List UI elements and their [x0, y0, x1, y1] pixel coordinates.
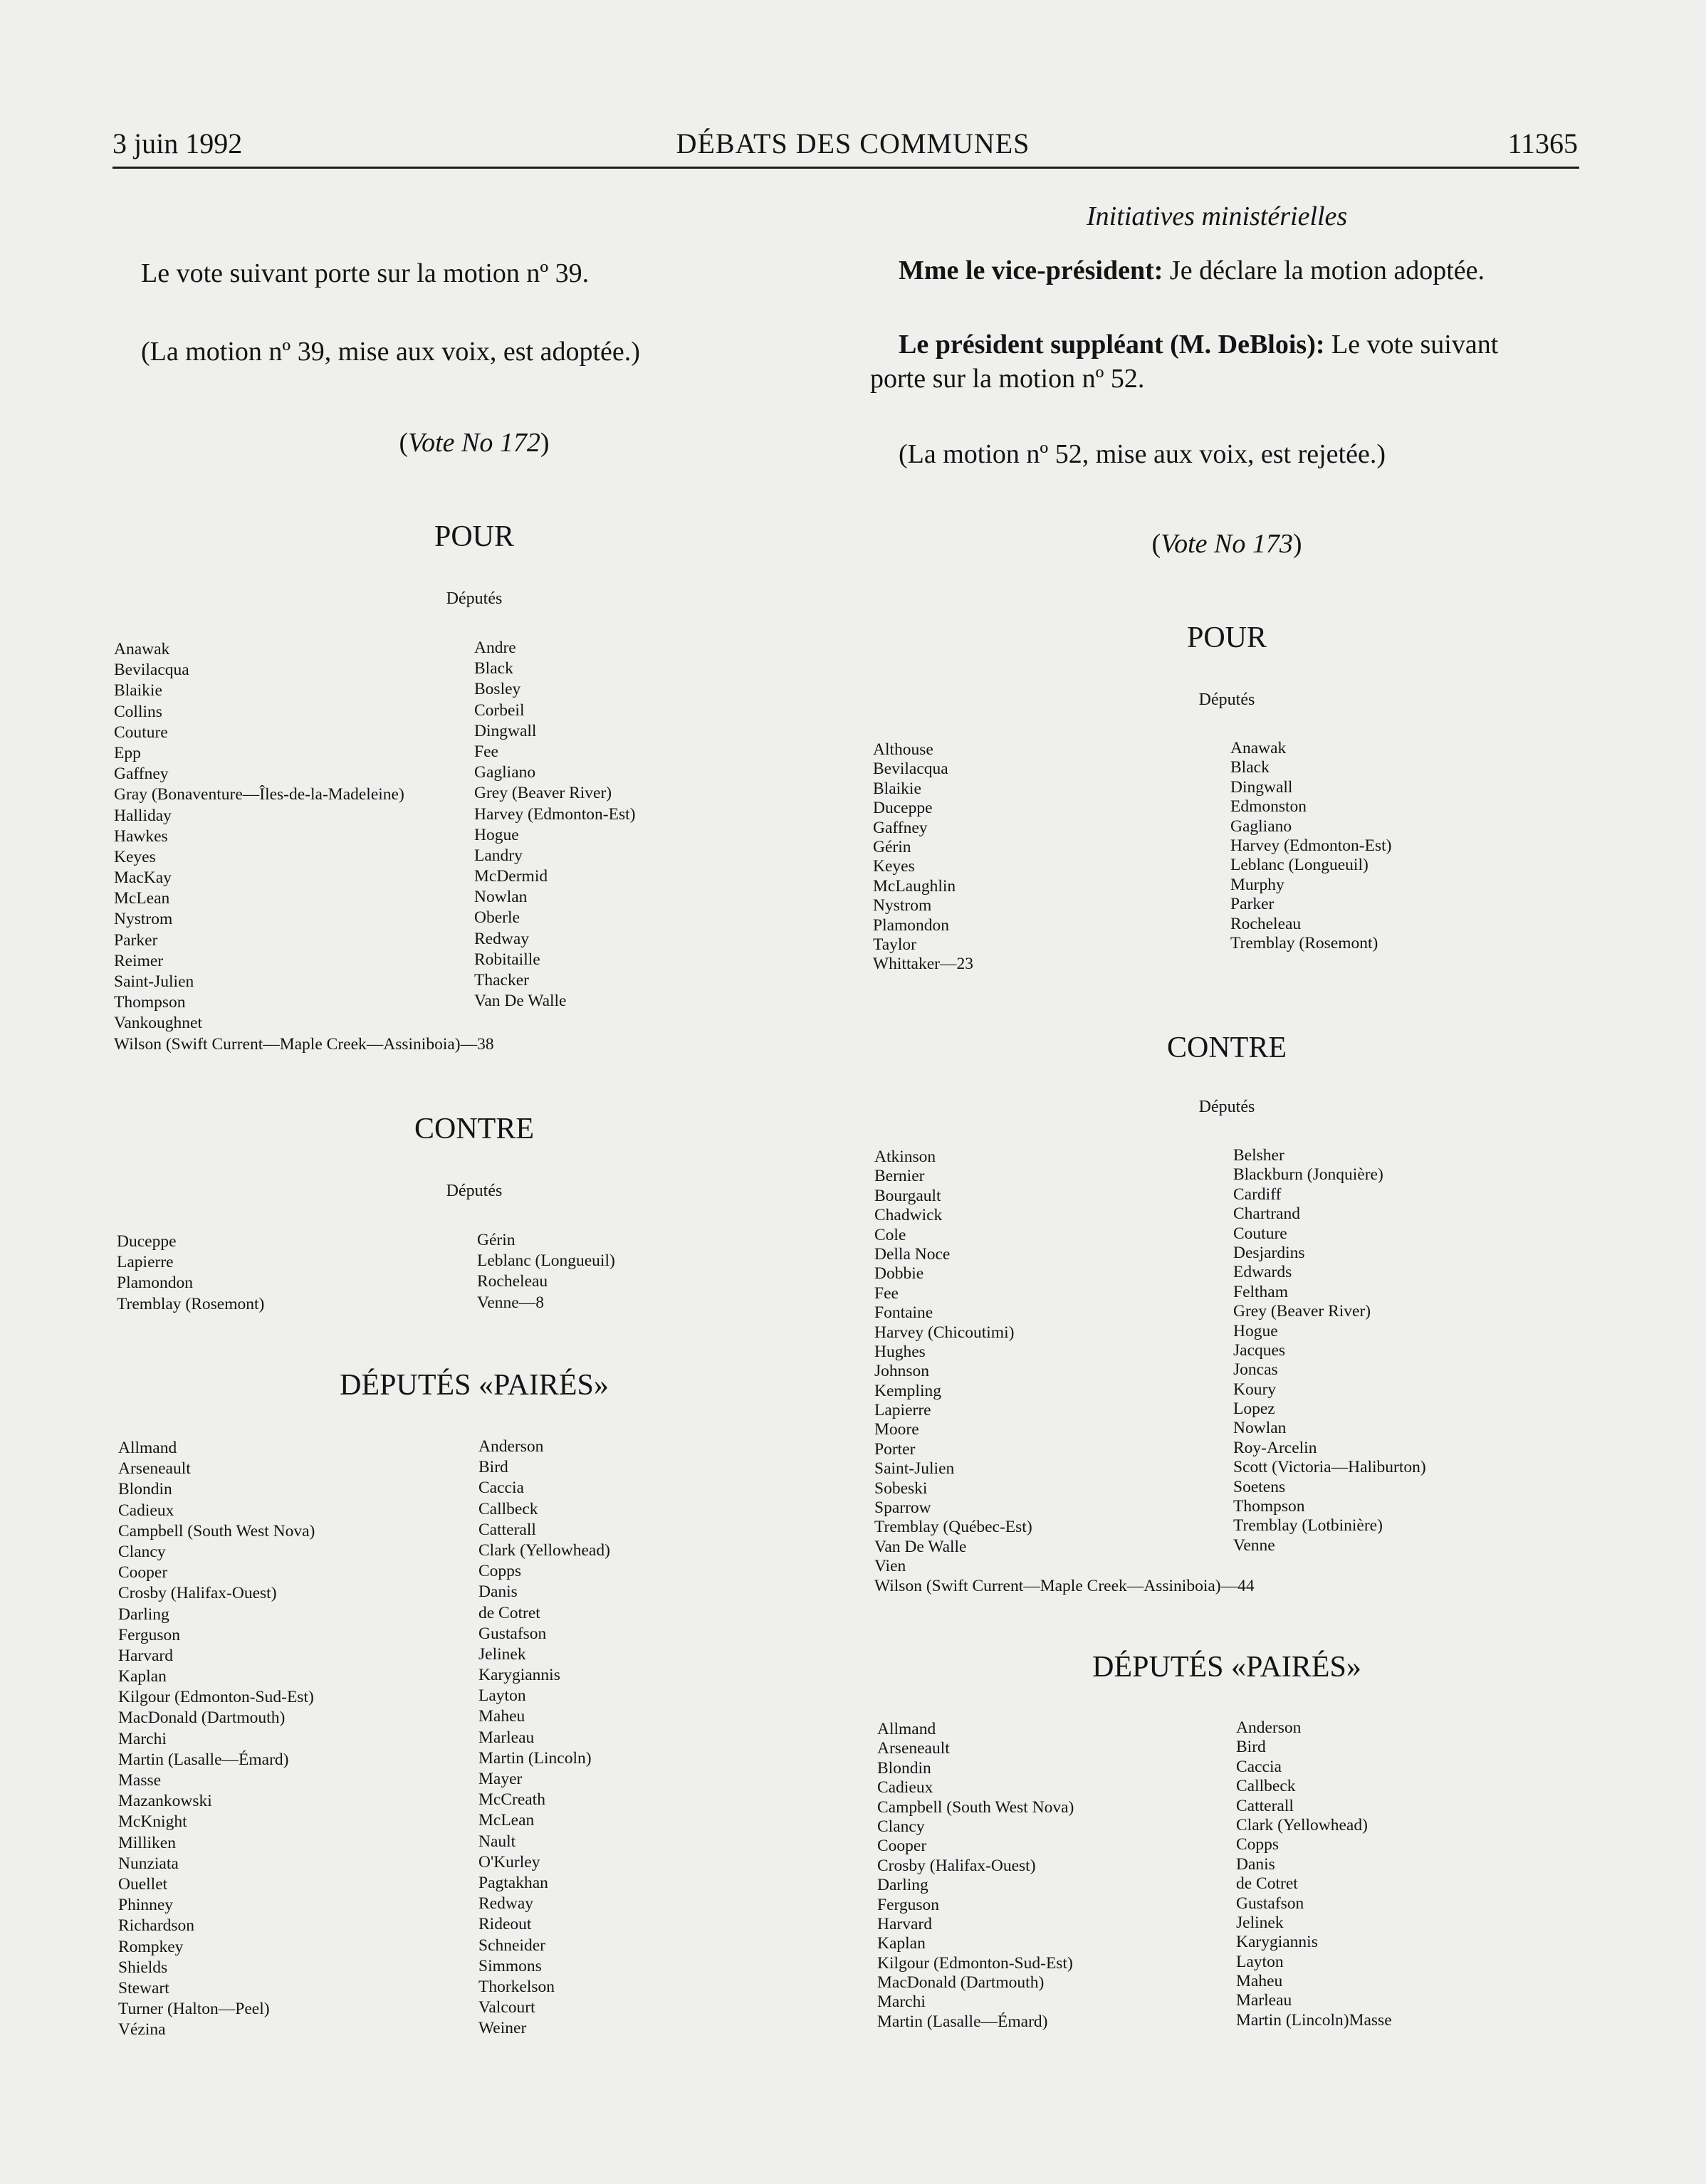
member-name: Cooper [877, 1837, 927, 1856]
left-pour-list-col1 [114, 639, 494, 1055]
member-name: Bird [1236, 1738, 1266, 1757]
member-name: Venne [1233, 1535, 1275, 1555]
member-name: Jelinek [1236, 1913, 1284, 1932]
member-name: Mazankowski [118, 1792, 212, 1811]
member-name: Scott (Victoria—Haliburton) [1233, 1458, 1426, 1477]
member-name: Vézina [118, 2020, 166, 2039]
member-name: Grey (Beaver River) [1233, 1302, 1371, 1321]
member-name: Mayer [478, 1770, 523, 1788]
member-name: Bourgault [874, 1186, 941, 1205]
member-name: Lapierre [874, 1401, 931, 1420]
member-name: Layton [478, 1686, 526, 1706]
member-name: Anderson [478, 1437, 544, 1456]
member-name: Duceppe [873, 799, 933, 818]
right-paires-list-col2 [1236, 1718, 1392, 2030]
member-name: Epp [114, 743, 141, 762]
member-name: Tremblay (Rosemont) [117, 1294, 265, 1313]
member-name: Danis [478, 1582, 518, 1602]
right-vote-number: (Vote No 173) [1151, 529, 1302, 559]
member-name: Redway [474, 929, 530, 948]
member-name: Darling [118, 1605, 169, 1624]
member-name: Blondin [118, 1480, 172, 1499]
member-name: Taylor [873, 935, 916, 954]
member-name: Blaikie [873, 779, 921, 798]
member-name: Copps [1236, 1835, 1280, 1854]
member-name: Bird [478, 1458, 508, 1477]
member-name: Ferguson [877, 1895, 940, 1914]
member-name: Wilson (Swift Current—Maple Creek—Assiniboia)—44 [874, 1576, 1255, 1595]
member-name: Gaffney [114, 765, 169, 784]
right-paragraph-1: Mme le vice-président: Je déclare la motion adoptée. [899, 256, 1485, 285]
member-name: Nunziata [118, 1854, 179, 1873]
member-name: Valcourt [478, 1998, 535, 2017]
member-name: Turner (Halton—Peel) [118, 2000, 270, 2019]
member-name: Bevilacqua [114, 661, 189, 680]
member-name: Ferguson [118, 1625, 181, 1644]
member-name: Feltham [1233, 1282, 1289, 1301]
member-name: Rocheleau [1230, 914, 1302, 933]
member-name: Danis [1236, 1854, 1275, 1874]
left-pour-list-col2 [474, 638, 635, 1012]
member-name: Stewart [118, 1978, 169, 1997]
member-name: Karygiannis [478, 1666, 560, 1685]
member-name: Anderson [1236, 1718, 1302, 1737]
member-name: Thompson [1233, 1497, 1305, 1516]
member-name: Campbell (South West Nova) [118, 1521, 315, 1540]
member-name: Crosby (Halifax-Ouest) [877, 1856, 1036, 1875]
member-name: Cole [874, 1225, 906, 1244]
left-pour-heading: POUR [434, 520, 515, 553]
member-name: Hogue [1233, 1321, 1278, 1340]
left-contre-subheading: Députés [446, 1182, 503, 1200]
member-name: Redway [478, 1894, 534, 1913]
member-name: Tremblay (Lotbinière) [1233, 1516, 1383, 1535]
member-name: Thorkelson [478, 1977, 555, 1996]
left-pour-subheading: Députés [446, 589, 503, 608]
member-name: Simmons [478, 1956, 542, 1975]
member-name: Althouse [873, 740, 933, 759]
member-name: Marchi [118, 1729, 167, 1748]
right-pour-list-col1 [873, 740, 973, 975]
member-name: Bevilacqua [873, 760, 948, 779]
member-name: Bosley [474, 680, 521, 699]
member-name: Tremblay (Rosemont) [1230, 933, 1378, 952]
member-name: Rocheleau [477, 1272, 548, 1291]
member-name: Reimer [114, 951, 164, 970]
member-name: Caccia [1236, 1757, 1282, 1776]
member-name: Blackburn (Jonquière) [1233, 1165, 1383, 1185]
member-name: Corbeil [474, 700, 525, 720]
member-name: Catterall [478, 1520, 536, 1539]
member-name: Thompson [114, 993, 186, 1012]
member-name: Gagliano [1230, 817, 1292, 836]
member-name: Anawak [114, 640, 170, 658]
member-name: Blaikie [114, 681, 162, 700]
member-name: Copps [478, 1562, 522, 1581]
left-vote-number: (Vote No 172) [399, 428, 550, 458]
member-name: Van De Walle [874, 1537, 967, 1556]
member-name: Bernier [874, 1167, 925, 1186]
member-name: Tremblay (Québec-Est) [874, 1518, 1032, 1537]
member-name: Clark (Yellowhead) [1236, 1815, 1368, 1834]
member-name: Collins [114, 702, 162, 721]
member-name: Jacques [1233, 1340, 1286, 1360]
member-name: Arseneault [118, 1459, 191, 1479]
member-name: Porter [874, 1439, 916, 1459]
member-name: Campbell (South West Nova) [877, 1797, 1074, 1817]
member-name: Duceppe [117, 1232, 177, 1251]
member-name: Schneider [478, 1936, 545, 1955]
member-name: Andre [474, 639, 516, 657]
member-name: Vien [874, 1557, 906, 1576]
member-name: Kaplan [877, 1934, 926, 1953]
member-name: Nystrom [873, 896, 932, 915]
member-name: Fee [874, 1283, 899, 1303]
header-title: DÉBATS DES COMMUNES [676, 127, 1030, 159]
member-name: Gérin [873, 837, 911, 856]
member-name: Gaffney [873, 818, 928, 837]
member-name: de Cotret [1236, 1874, 1298, 1894]
member-name: Leblanc (Longueuil) [477, 1251, 615, 1271]
left-paires-list-col2 [478, 1437, 610, 2039]
member-name: Johnson [874, 1362, 930, 1381]
header-page-number: 11365 [1507, 127, 1578, 159]
member-name: Clark (Yellowhead) [478, 1540, 610, 1560]
member-name: Nowlan [474, 888, 528, 907]
left-paragraph-1: Le vote suivant porte sur la motion nº 39. [141, 258, 590, 288]
member-name: Edwards [1233, 1263, 1292, 1282]
member-name: Maheu [478, 1707, 525, 1726]
member-name: Saint-Julien [874, 1459, 955, 1479]
member-name: de Cotret [478, 1603, 540, 1622]
right-contre-heading: CONTRE [1167, 1031, 1287, 1064]
member-name: Moore [874, 1420, 919, 1439]
member-name: Lapierre [117, 1253, 174, 1272]
member-name: Caccia [478, 1479, 524, 1498]
member-name: MacDonald (Dartmouth) [877, 1973, 1045, 1993]
member-name: Fee [474, 742, 498, 761]
member-name: Dingwall [1230, 777, 1293, 797]
member-name: Murphy [1230, 875, 1284, 894]
member-name: Phinney [118, 1896, 174, 1915]
member-name: Hawkes [114, 826, 168, 846]
member-name: Marleau [478, 1728, 535, 1747]
left-contre-list-col1 [117, 1232, 264, 1315]
member-name: Keyes [873, 857, 915, 876]
member-name: Parker [114, 930, 158, 950]
member-name: Couture [1233, 1224, 1287, 1243]
right-paires-list-col1 [877, 1720, 1074, 2032]
member-name: McCreath [478, 1790, 545, 1810]
member-name: Ouellet [118, 1874, 168, 1894]
member-name: Fontaine [874, 1303, 933, 1323]
member-name: Masse [118, 1771, 162, 1790]
member-name: Saint-Julien [114, 972, 194, 991]
right-section-title: Initiatives ministérielles [1087, 201, 1348, 231]
member-name: Layton [1236, 1952, 1284, 1971]
header-rule [112, 167, 1579, 169]
member-name: Gustafson [478, 1624, 547, 1643]
member-name: Richardson [118, 1916, 195, 1936]
member-name: Plamondon [873, 915, 950, 935]
member-name: Callbeck [478, 1499, 538, 1518]
left-contre-list-col2 [477, 1230, 615, 1313]
member-name: Thacker [474, 971, 529, 989]
member-name: Martin (Lasalle—Émard) [877, 2012, 1048, 2031]
member-name: Belsher [1233, 1146, 1284, 1165]
member-name: Blondin [877, 1758, 931, 1778]
member-name: Vankoughnet [114, 1014, 203, 1033]
member-name: Catterall [1236, 1796, 1294, 1815]
right-contre-list-col2 [1233, 1146, 1426, 1555]
member-name: Lopez [1233, 1400, 1275, 1419]
right-paires-heading: DÉPUTÉS «PAIRÉS» [1092, 1651, 1361, 1684]
member-name: Cooper [118, 1563, 168, 1582]
member-name: Crosby (Halifax-Ouest) [118, 1584, 277, 1603]
right-paragraph-2-line-1: Le président suppléant (M. DeBlois): Le vote suivant [899, 330, 1499, 359]
member-name: Nystrom [114, 910, 173, 929]
member-name: Dobbie [874, 1264, 924, 1283]
right-pour-subheading: Députés [1198, 691, 1255, 709]
member-name: Robitaille [474, 950, 540, 969]
member-name: Black [474, 659, 513, 678]
member-name: Weiner [478, 2019, 527, 2038]
member-name: Chartrand [1233, 1204, 1300, 1224]
member-name: Darling [877, 1876, 928, 1895]
member-name: Gustafson [1236, 1894, 1304, 1913]
member-name: Shields [118, 1958, 168, 1977]
member-name: Joncas [1233, 1360, 1278, 1380]
member-name: Black [1230, 758, 1270, 777]
member-name: McKnight [118, 1812, 187, 1832]
member-name: Gagliano [474, 763, 536, 782]
member-name: Martin (Lincoln)Masse [1236, 2010, 1392, 2030]
member-name: Hogue [474, 825, 519, 844]
member-name: Sparrow [874, 1498, 931, 1518]
member-name: Martin (Lasalle—Émard) [118, 1750, 289, 1769]
member-name: Wilson (Swift Current—Maple Creek—Assiniboia)—38 [114, 1034, 494, 1054]
left-paires-heading: DÉPUTÉS «PAIRÉS» [340, 1369, 609, 1402]
member-name: Martin (Lincoln) [478, 1748, 592, 1768]
member-name: Clancy [877, 1817, 925, 1836]
member-name: Cadieux [118, 1501, 174, 1520]
member-name: Hughes [874, 1342, 926, 1361]
member-name: Nowlan [1233, 1419, 1287, 1438]
member-name: Leblanc (Longueuil) [1230, 856, 1369, 875]
member-name: Cardiff [1233, 1185, 1282, 1204]
member-name: Dingwall [474, 721, 537, 740]
member-name: Sobeski [874, 1479, 928, 1498]
member-name: Gray (Bonaventure—Îles-de-la-Madeleine) [114, 785, 404, 804]
member-name: Cadieux [877, 1778, 933, 1797]
member-name: McLean [478, 1811, 535, 1830]
member-name: Harvard [877, 1914, 932, 1933]
member-name: Atkinson [874, 1148, 936, 1166]
member-name: O'Kurley [478, 1852, 540, 1871]
member-name: Milliken [118, 1833, 176, 1852]
member-name: Allmand [118, 1439, 177, 1457]
member-name: Kempling [874, 1381, 941, 1400]
member-name: Rideout [478, 1915, 532, 1934]
left-paires-list-col1 [118, 1438, 315, 2040]
right-pour-heading: POUR [1186, 621, 1267, 654]
member-name: Harvard [118, 1646, 173, 1665]
member-name: Parker [1230, 895, 1275, 914]
member-name: Karygiannis [1236, 1933, 1318, 1952]
member-name: Halliday [114, 806, 172, 825]
member-name: Maheu [1236, 1972, 1283, 1991]
member-name: Harvey (Chicoutimi) [874, 1323, 1015, 1342]
member-name: Oberle [474, 908, 520, 928]
member-name: MacDonald (Dartmouth) [118, 1708, 286, 1728]
member-name: MacKay [114, 868, 172, 888]
member-name: Whittaker—23 [873, 955, 973, 974]
member-name: Kilgour (Edmonton-Sud-Est) [118, 1688, 314, 1707]
member-name: Soetens [1233, 1477, 1286, 1496]
member-name: Anawak [1230, 739, 1287, 757]
member-name: McLaughlin [873, 876, 956, 896]
member-name: Plamondon [117, 1274, 194, 1293]
member-name: McDermid [474, 867, 548, 886]
member-name: Edmonston [1230, 797, 1307, 817]
member-name: Della Noce [874, 1244, 951, 1264]
member-name: Rompkey [118, 1937, 184, 1956]
member-name: Jelinek [478, 1644, 526, 1664]
member-name: Marchi [877, 1993, 926, 2012]
member-name: McLean [114, 889, 170, 908]
member-name: Landry [474, 846, 523, 865]
member-name: Kaplan [118, 1667, 167, 1686]
member-name: Harvey (Edmonton-Est) [1230, 836, 1392, 855]
member-name: Marleau [1236, 1991, 1292, 2010]
member-name: Keyes [114, 847, 156, 866]
member-name: Koury [1233, 1380, 1277, 1399]
member-name: Kilgour (Edmonton-Sud-Est) [877, 1953, 1073, 1973]
member-name: Desjardins [1233, 1243, 1305, 1262]
right-paragraph-2-line-2: porte sur la motion nº 52. [870, 364, 1145, 394]
right-paragraph-3: (La motion nº 52, mise aux voix, est rejetée.) [899, 439, 1386, 469]
right-contre-subheading: Députés [1198, 1098, 1255, 1116]
member-name: Grey (Beaver River) [474, 784, 612, 803]
member-name: Chadwick [874, 1206, 943, 1225]
member-name: Clancy [118, 1542, 166, 1561]
left-paragraph-2: (La motion nº 39, mise aux voix, est adoptée.) [141, 337, 640, 367]
member-name: Gérin [477, 1231, 516, 1249]
member-name: Arseneault [877, 1739, 950, 1758]
right-contre-list-col1 [874, 1148, 1255, 1596]
member-name: Pagtakhan [478, 1873, 548, 1892]
member-name: Couture [114, 723, 168, 742]
member-name: Allmand [877, 1720, 936, 1738]
member-name: Callbeck [1236, 1777, 1296, 1796]
left-contre-heading: CONTRE [414, 1113, 534, 1145]
header-date: 3 juin 1992 [112, 127, 243, 159]
member-name: Harvey (Edmonton-Est) [474, 804, 636, 824]
member-name: Van De Walle [474, 992, 567, 1011]
right-pour-list-col2 [1230, 739, 1391, 953]
member-name: Nault [478, 1832, 516, 1851]
member-name: Roy-Arcelin [1233, 1438, 1317, 1457]
member-name: Venne—8 [477, 1293, 544, 1312]
